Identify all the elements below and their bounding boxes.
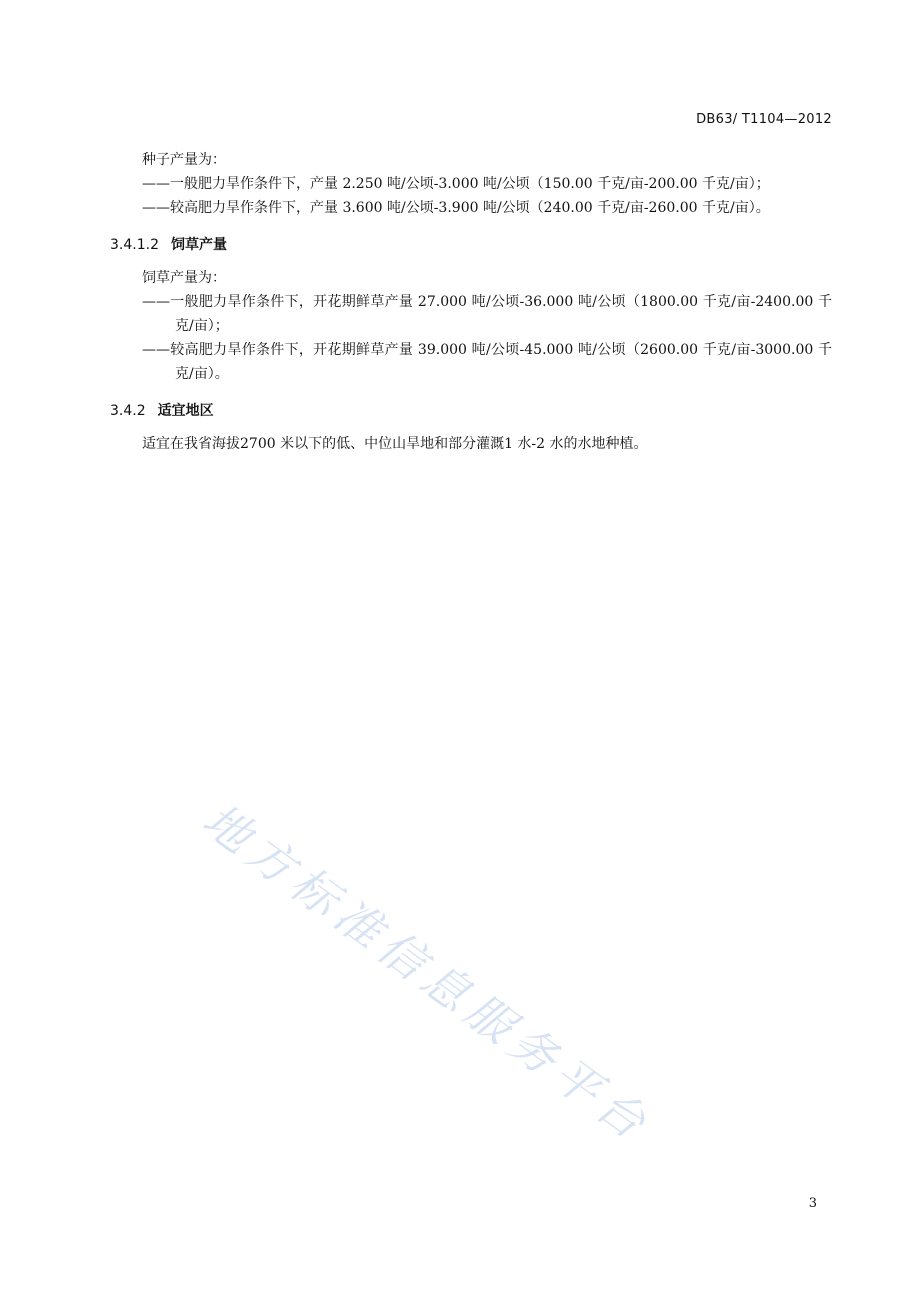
suitable-region-text: 适宜在我省海拔2700 米以下的低、中位山旱地和部分灌溉1 水-2 水的水地种植。: [142, 436, 648, 452]
forage-yield-item: ——一般肥力旱作条件下，开花期鲜草产量 27.000 吨/公顷-36.000 吨/公顷（1800.00 千克/亩-2400.00 千克/亩）；: [142, 294, 832, 334]
section-number: 3.4.1.2: [110, 237, 159, 253]
section-title: 适宜地区: [157, 403, 214, 419]
section-heading-3412: [110, 234, 832, 256]
seed-yield-item: ——一般肥力旱作条件下，产量 2.250 吨/公顷-3.000 吨/公顷（150.00 千克/亩-200.00 千克/亩）；: [142, 176, 770, 192]
watermark: 地方标准信息服务平台: [192, 792, 662, 1154]
section-heading-342: [110, 400, 832, 422]
document-body: [110, 148, 832, 456]
header-code: DB63/ T1104—2012: [696, 112, 832, 127]
forage-yield-item: ——较高肥力旱作条件下，开花期鲜草产量 39.000 吨/公顷-45.000 吨/公顷（2600.00 千克/亩-3000.00 千克/亩）。: [142, 342, 832, 382]
section-number: 3.4.2: [110, 403, 146, 419]
page-number: 3: [808, 1196, 817, 1211]
forage-yield-intro: 饲草产量为：: [142, 270, 226, 286]
seed-yield-intro: 种子产量为：: [142, 152, 226, 168]
seed-yield-item: ——较高肥力旱作条件下，产量 3.600 吨/公顷-3.900 吨/公顷（240.00 千克/亩-260.00 千克/亩）。: [142, 200, 770, 216]
section-title: 饲草产量: [170, 237, 227, 253]
